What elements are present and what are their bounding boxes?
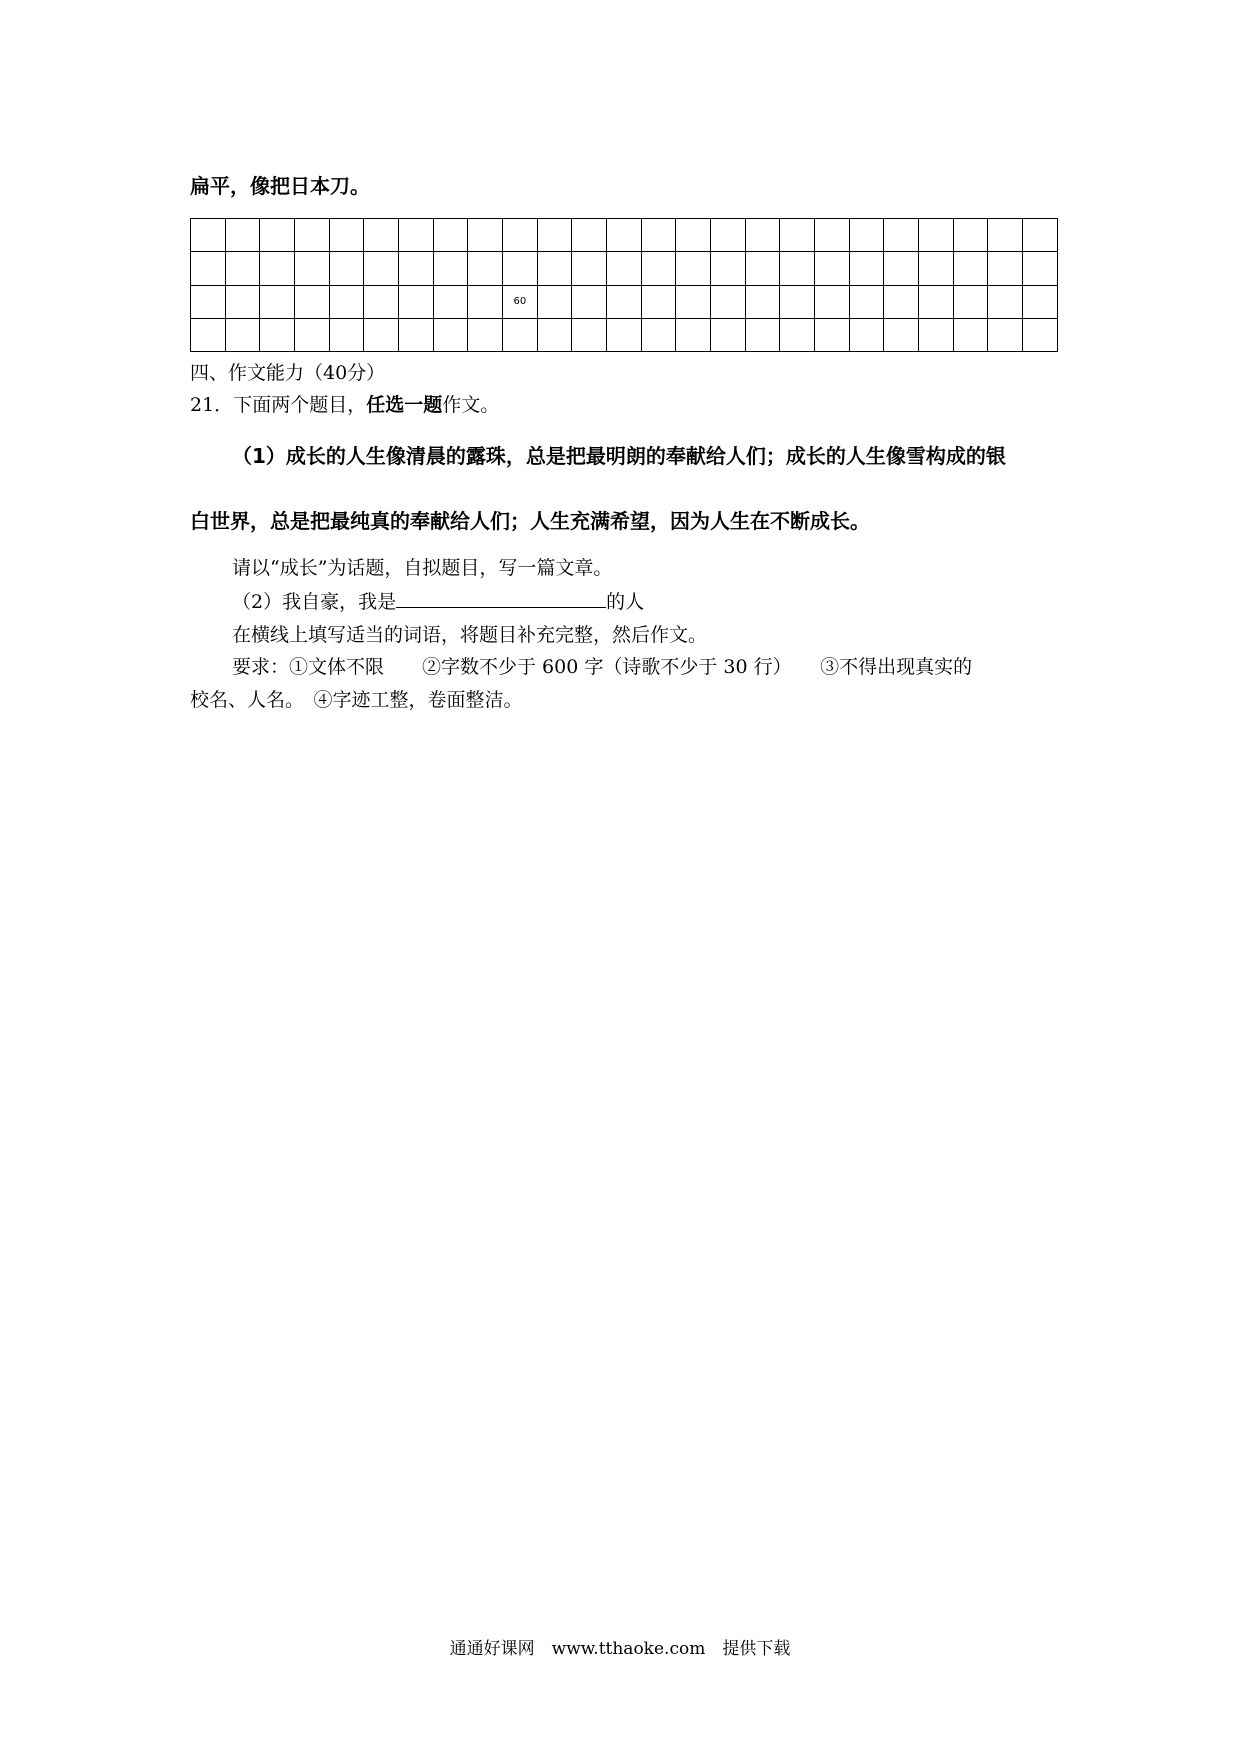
grid-cell: [433, 219, 468, 252]
grid-cell: [191, 219, 226, 252]
grid-cell: [815, 219, 850, 252]
grid-cell: [641, 318, 676, 351]
option1-prompt: 请以“成长”为话题，自拟题目，写一篇文章。: [232, 557, 613, 579]
grid-cell: [988, 219, 1023, 252]
grid-cell: [503, 219, 538, 252]
grid-cell: [641, 219, 676, 252]
grid-cell: [780, 252, 815, 285]
grid-cell: [884, 318, 919, 351]
grid-cell: [503, 252, 538, 285]
grid-cell: [849, 219, 884, 252]
grid-cell: [225, 219, 260, 252]
grid-cell: [399, 285, 434, 318]
grid-cell: [468, 318, 503, 351]
grid-cell: [191, 252, 226, 285]
grid-cell: [641, 285, 676, 318]
grid-cell: [745, 285, 780, 318]
grid-cell: [780, 285, 815, 318]
grid-cell: [676, 219, 711, 252]
grid-cell: [780, 219, 815, 252]
option2-suffix: 的人: [606, 591, 645, 613]
grid-cell: [191, 318, 226, 351]
grid-cell: [641, 252, 676, 285]
grid-cell: [225, 285, 260, 318]
question-text-after: 作文。: [442, 394, 500, 416]
grid-cell: [329, 318, 364, 351]
grid-row: [191, 252, 1058, 285]
grid-row: [191, 285, 1058, 318]
grid-cell: [849, 252, 884, 285]
grid-cell: [607, 318, 642, 351]
grid-cell: [468, 219, 503, 252]
grid-cell: [884, 219, 919, 252]
grid-cell: [468, 285, 503, 318]
grid-cell: [260, 252, 295, 285]
grid-cell: [745, 252, 780, 285]
grid-cell: [364, 318, 399, 351]
grid-cell: [676, 285, 711, 318]
grid-cell: [711, 318, 746, 351]
grid-cell: [191, 285, 226, 318]
footer: 通通好课网 www.tthaoke.com 提供下载: [449, 1639, 791, 1659]
grid-cell: [364, 252, 399, 285]
intro-line: 扁平，像把日本刀。: [190, 174, 370, 198]
grid-cell: [607, 285, 642, 318]
grid-cell: [468, 252, 503, 285]
grid-cell: [433, 285, 468, 318]
grid-cell: [399, 219, 434, 252]
grid-cell: [572, 318, 607, 351]
grid-cell: [572, 219, 607, 252]
grid-cell: [572, 285, 607, 318]
grid-cell: [329, 219, 364, 252]
option2-instruction: 在横线上填写适当的词语，将题目补充完整，然后作文。: [232, 624, 708, 646]
grid-cell: [884, 285, 919, 318]
grid-cell: [1023, 318, 1058, 351]
grid-cell: [676, 252, 711, 285]
option1-line1: （1）成长的人生像清晨的露珠，总是把最明朗的奉献给人们；成长的人生像雪构成的银: [232, 444, 1006, 468]
grid-cell: [503, 318, 538, 351]
option1-line2: 白世界，总是把最纯真的奉献给人们；人生充满希望，因为人生在不断成长。: [190, 509, 870, 533]
grid-cell: [953, 219, 988, 252]
grid-cell: [919, 219, 954, 252]
grid-cell: [433, 252, 468, 285]
grid-cell: [572, 252, 607, 285]
grid-cell: [295, 285, 330, 318]
grid-cell: [919, 252, 954, 285]
grid-cell: [295, 318, 330, 351]
grid-cell: [988, 285, 1023, 318]
grid-cell: [537, 252, 572, 285]
grid-cell: [884, 252, 919, 285]
section-title: 四、作文能力（40分）: [190, 362, 386, 384]
question-number: 21．: [190, 394, 234, 416]
grid-cell: [260, 285, 295, 318]
option2-title: [232, 587, 644, 614]
grid-cell: [988, 252, 1023, 285]
grid-cell: [537, 285, 572, 318]
requirements-line2: 校名、人名。 ④字迹工整，卷面整洁。: [190, 689, 523, 711]
grid-cell: [815, 252, 850, 285]
grid-cell: [260, 318, 295, 351]
grid-cell: [711, 219, 746, 252]
grid-row: [191, 318, 1058, 351]
grid-cell: [815, 285, 850, 318]
grid-cell: [329, 252, 364, 285]
requirements-line1: 要求：①文体不限 ②字数不少于 600 字（诗歌不少于 30 行） ③不得出现真实的: [232, 656, 973, 678]
grid-cell: [1023, 285, 1058, 318]
grid-cell: [364, 285, 399, 318]
grid-cell: [607, 252, 642, 285]
grid-cell: [1023, 219, 1058, 252]
writing-grid: [190, 218, 1058, 352]
grid-cell: [433, 318, 468, 351]
grid-cell: [260, 219, 295, 252]
grid-cell: [745, 219, 780, 252]
question-bold-text: 任选一题: [366, 394, 443, 416]
grid-cell: [399, 252, 434, 285]
grid-cell: [953, 318, 988, 351]
grid-cell: [919, 318, 954, 351]
question-21: [190, 390, 499, 417]
grid-cell: [780, 318, 815, 351]
grid-cell: [295, 219, 330, 252]
grid-cell: [537, 219, 572, 252]
grid-cell: [711, 252, 746, 285]
grid-cell: [953, 252, 988, 285]
grid-cell: [919, 285, 954, 318]
grid-cell: [676, 318, 711, 351]
grid-cell: [1023, 252, 1058, 285]
grid-cell: [849, 285, 884, 318]
grid-cell: [364, 219, 399, 252]
question-text-before: 下面两个题目，: [233, 394, 367, 416]
grid-cell: [225, 318, 260, 351]
grid-cell: [711, 285, 746, 318]
grid-cell: [399, 318, 434, 351]
grid-cell-marker: 60: [503, 285, 538, 318]
fill-blank: [396, 589, 606, 608]
grid-cell: [537, 318, 572, 351]
grid-cell: [988, 318, 1023, 351]
grid-cell: [329, 285, 364, 318]
grid-cell: [295, 252, 330, 285]
grid-cell: [953, 285, 988, 318]
grid-cell: [849, 318, 884, 351]
grid-cell: [745, 318, 780, 351]
option2-prefix: （2）我自豪，我是: [232, 591, 397, 613]
grid-cell: [815, 318, 850, 351]
grid-cell: [225, 252, 260, 285]
grid-row: [191, 219, 1058, 252]
grid-cell: [607, 219, 642, 252]
